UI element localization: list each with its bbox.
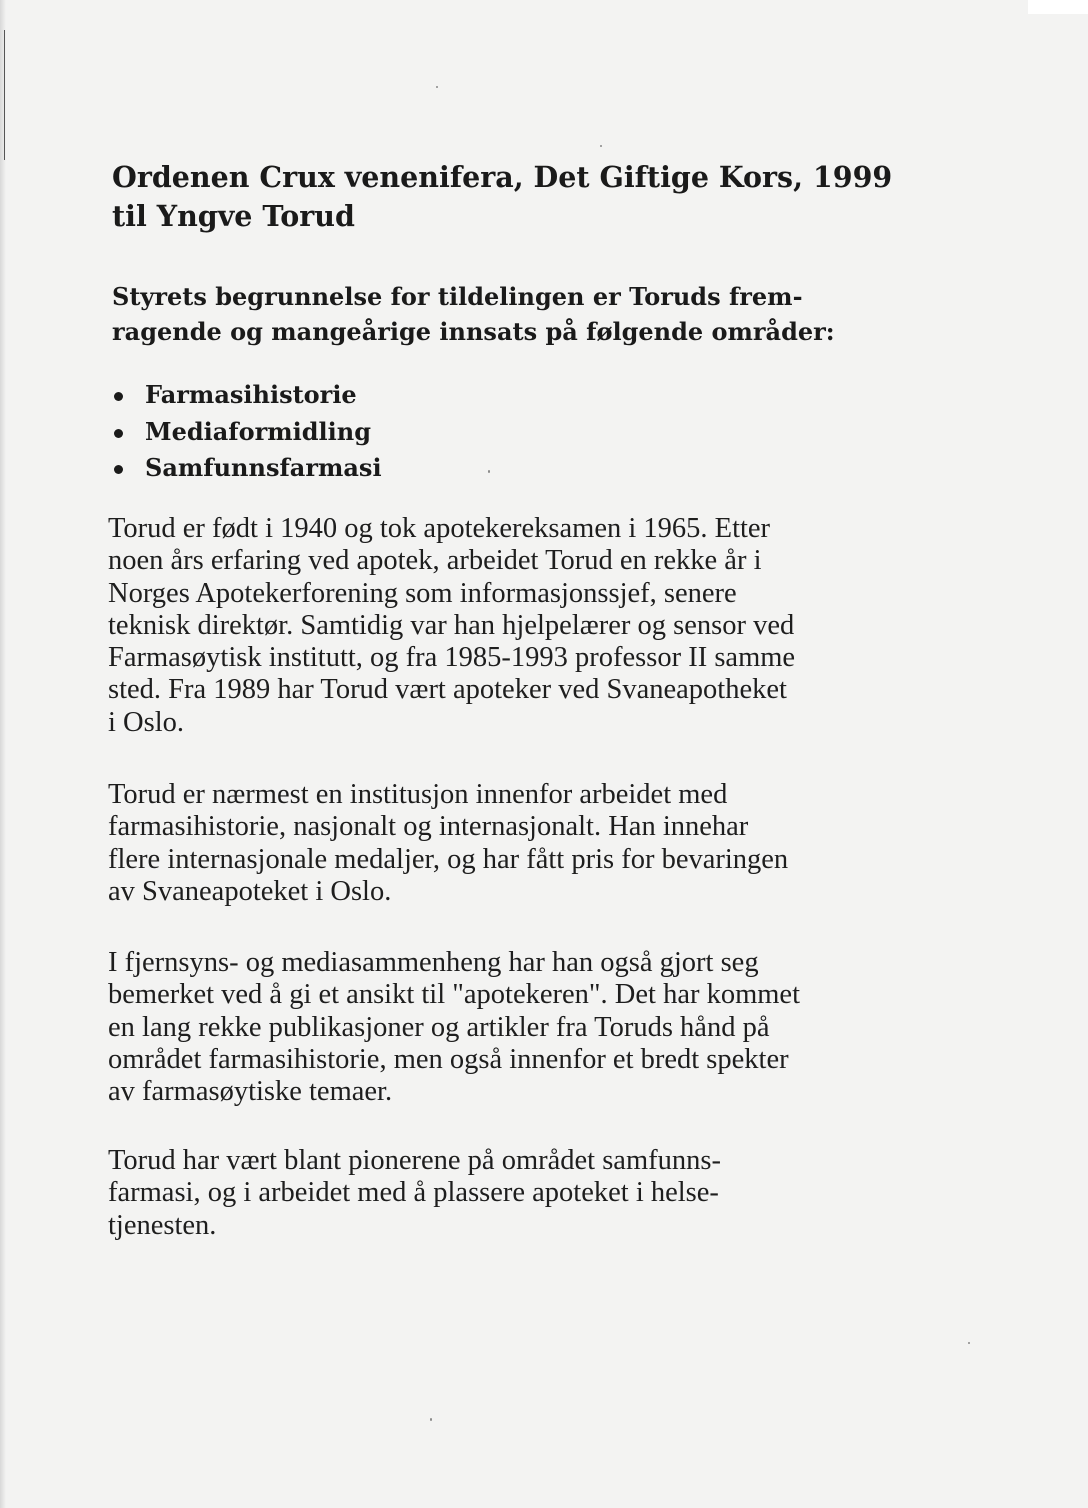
- paragraph-line: tjenesten.: [108, 1209, 217, 1241]
- title-line: til Yngve Torud: [112, 199, 355, 233]
- paragraph-line: området farmasihistorie, men også innenfor et bredt spekter: [108, 1043, 789, 1075]
- paragraph-line: i Oslo.: [108, 706, 185, 738]
- paragraph-line: en lang rekke publikasjoner og artikler fra Toruds hånd på: [108, 1011, 770, 1043]
- scan-left-mark: [4, 30, 5, 160]
- scan-speck: [600, 145, 602, 147]
- paragraph-line: sted. Fra 1989 har Torud vært apoteker ved Svaneapotheket: [108, 674, 787, 706]
- list-item: [112, 450, 812, 487]
- paragraph-line: noen års erfaring ved apotek, arbeidet Torud en rekke år i: [108, 545, 762, 577]
- list-item-label: Mediaformidling: [145, 416, 372, 446]
- paragraph-media: [108, 947, 1008, 1108]
- paragraph-line: bemerket ved å gi et ansikt til "apotekeren". Det har kommet: [108, 979, 800, 1011]
- intro-line: ragende og mangeårige innsats på følgende områder:: [112, 317, 835, 346]
- document-title: [112, 158, 972, 236]
- paragraph-line: farmasi, og i arbeidet med å plassere apoteket i helse-: [108, 1177, 719, 1209]
- paragraph-line: farmasihistorie, nasjonalt og internasjonalt. Han innehar: [108, 811, 749, 843]
- intro-statement: [112, 279, 972, 349]
- paragraph-line: flere internasjonale medaljer, og har fått pris for bevaringen: [108, 843, 789, 875]
- paragraph-line: Farmasøytisk institutt, og fra 1985-1993 professor II samme: [108, 642, 796, 674]
- paragraph-line: Torud er født i 1940 og tok apotekereksamen i 1965. Etter: [108, 513, 771, 544]
- paragraph-pharmacy-history: [108, 779, 1008, 908]
- scan-speck: [430, 1418, 432, 1421]
- bullet-icon: [114, 465, 123, 474]
- scan-corner: [1028, 0, 1088, 14]
- intro-line: Styrets begrunnelse for tildelingen er Toruds frem-: [112, 282, 803, 311]
- paragraph-line: Norges Apotekerforening som informasjonssjef, senere: [108, 577, 737, 609]
- bullet-icon: [114, 429, 123, 438]
- list-item: [112, 377, 812, 414]
- scan-speck: [968, 1342, 970, 1344]
- paragraph-line: Torud har vært blant pionerene på området samfunns-: [108, 1145, 721, 1176]
- list-item-label: Samfunnsfarmasi: [145, 453, 382, 482]
- bullet-icon: [114, 392, 123, 401]
- title-line: Ordenen Crux venenifera, Det Giftige Kors, 1999: [112, 160, 893, 194]
- paragraph-line: teknisk direktør. Samtidig var han hjelpelærer og sensor ved: [108, 609, 795, 641]
- areas-list: [112, 377, 812, 487]
- list-item: [112, 414, 812, 451]
- paragraph-line: av Svaneapoteket i Oslo.: [108, 875, 392, 907]
- paragraph-line: Torud er nærmest en institusjon innenfor arbeidet med: [108, 779, 728, 810]
- list-item-label: Farmasihistorie: [145, 380, 357, 409]
- scan-left-edge: [0, 0, 6, 1508]
- paragraph-line: I fjernsyns- og mediasammenheng har han også gjort seg: [108, 947, 759, 978]
- paragraph-biography: [108, 513, 1008, 739]
- scan-speck: [436, 86, 438, 88]
- paragraph-community-pharmacy: [108, 1145, 1008, 1242]
- paragraph-line: av farmasøytiske temaer.: [108, 1076, 393, 1108]
